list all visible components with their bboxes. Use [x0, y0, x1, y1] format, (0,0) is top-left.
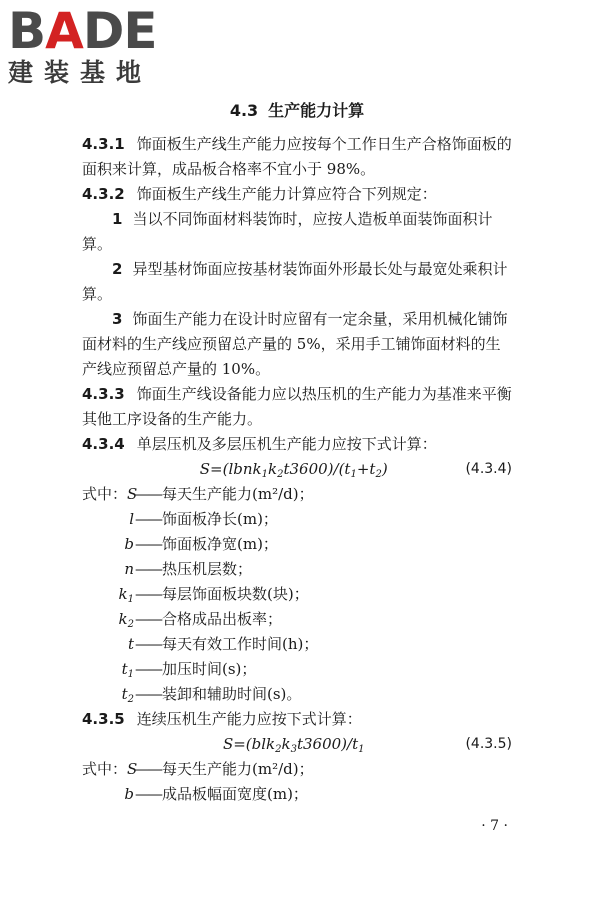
clause-4-3-3	[82, 382, 512, 432]
section-title	[82, 100, 512, 122]
item-text: 异型基材饰面应按基材装饰面外形最长处与最宽处乘积计算。	[82, 260, 508, 303]
logo-chinese-text: 建装基地	[8, 58, 153, 87]
formula-4-3-4	[82, 457, 512, 482]
formula-4-3-5	[82, 732, 512, 757]
variable-row: b —— 饰面板净宽(m)；	[124, 535, 278, 553]
item-number: 3	[112, 310, 123, 328]
bade-logo	[8, 2, 178, 90]
clause-text: 饰面生产线设备能力应以热压机的生产能力为基准来平衡其他工序设备的生产能力。	[82, 385, 512, 428]
page-number: · 7 ·	[481, 818, 508, 834]
clause-4-3-2	[82, 182, 512, 207]
document-page	[82, 100, 512, 807]
item-text: 当以不同饰面材料装饰时，应按人造板单面装饰面积计算。	[82, 210, 493, 253]
variable-row: t —— 每天有效工作时间(h)；	[127, 635, 319, 653]
variable-row: n —— 热压机层数；	[124, 560, 253, 578]
clause-text: 单层压机及多层压机生产能力应按下式计算：	[136, 435, 437, 453]
variable-row: $k_1$ —— 每层饰面板块数(块)；	[118, 585, 309, 605]
equation-number: (4.3.5)	[465, 736, 512, 752]
variable-row: l —— 饰面板净长(m)；	[129, 510, 278, 528]
item-number: 1	[112, 210, 123, 228]
clause-4-3-4	[82, 432, 512, 457]
section-title-text: 生产能力计算	[268, 101, 365, 120]
variable-list-4-3-5	[82, 757, 512, 807]
clause-number: 4.3.1	[82, 135, 125, 153]
section-number: 4.3	[229, 101, 259, 120]
variable-row: $t_2$ —— 装卸和辅助时间(s)。	[121, 685, 302, 705]
clause-text: 连续压机生产能力应按下式计算：	[136, 710, 362, 728]
clause-item-3	[82, 307, 512, 382]
clause-number: 4.3.4	[82, 435, 125, 453]
variable-row: $t_1$ —— 加压时间(s)；	[121, 660, 257, 680]
variable-list-4-3-4	[82, 482, 512, 707]
clause-item-1	[82, 207, 512, 257]
clause-number: 4.3.2	[82, 185, 125, 203]
variable-row: 式中：S —— 每天生产能力(m²/d)；	[82, 760, 314, 778]
clause-4-3-1	[82, 132, 512, 182]
item-number: 2	[112, 260, 123, 278]
clause-item-2	[82, 257, 512, 307]
clause-number: 4.3.3	[82, 385, 125, 403]
clause-number: 4.3.5	[82, 710, 125, 728]
variable-row: $k_2$ —— 合格成品出板率；	[118, 610, 283, 630]
formula-expression: $S=(blk_2k_3t3600)/t_1$	[222, 735, 365, 755]
variable-row: 式中：S —— 每天生产能力(m²/d)；	[82, 485, 314, 503]
variable-row: b —— 成品板幅面宽度(m)；	[124, 785, 308, 803]
logo-wordmark: B A DE	[8, 2, 157, 60]
clause-text: 饰面板生产线生产能力应按每个工作日生产合格饰面板的面积来计算，成品板合格率不宜小于 98%。	[82, 135, 512, 178]
equation-number: (4.3.4)	[465, 461, 512, 477]
item-text: 饰面生产能力在设计时应留有一定余量，采用机械化铺饰面材料的生产线应预留总产量的 5%，采用手工铺饰面材料的生产线应预留总产量的 10%。	[82, 310, 508, 378]
formula-expression: $S=(lbnk_1k_2t3600)/(t_1+t_2)$	[199, 460, 388, 480]
clause-4-3-5	[82, 707, 512, 732]
clause-text: 饰面板生产线生产能力计算应符合下列规定：	[136, 185, 437, 203]
